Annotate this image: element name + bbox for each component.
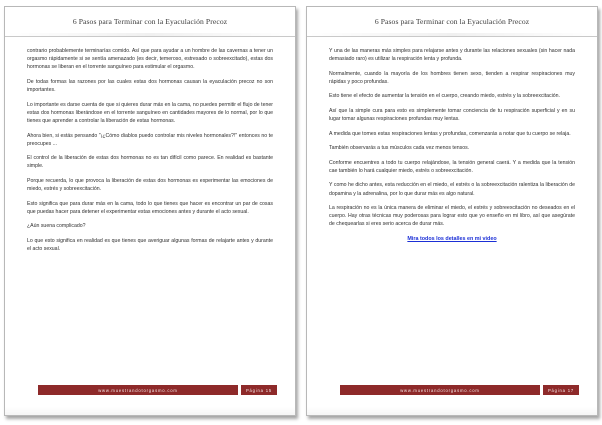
paragraph: Lo que esto significa en realidad es que tienes que averiguar algunas formas de relajarte antes y durante el acto sexual. (27, 237, 273, 253)
video-link[interactable]: Mira todos los detalles en mi video (407, 235, 497, 242)
paragraph: Porque recuerda, lo que provoca la liberación de estas dos hormonas es experimentar las emociones de miedo, estrés y sobreexcitación. (27, 177, 273, 193)
paragraph: De todas formas las razones por las cuales estas dos hormonas causan la eyaculación precoz no son importantes. (27, 78, 273, 94)
page-footer (307, 385, 597, 395)
page-header: 6 Pasos para Terminar con la Eyaculación Precoz (307, 7, 597, 37)
paragraph: ¿Aún suena complicado? (27, 223, 86, 230)
footer-url: www.muestrandotorgasmo.com (340, 385, 540, 395)
right-page (306, 6, 598, 416)
paragraph: Y como he dicho antes, esta reducción en el miedo, el estrés o la sobreexcitación ralentiza la liberación de dopamina y la adrenalina, por lo que durar más es algo natural. (329, 182, 575, 197)
paragraph: Esto significa que para durar más en la cama, todo lo que tienes que hacer es encontrar un par de cosas que puedas hacer para detener el experimentar estas emociones antes y durante el acto sexual. (27, 200, 273, 215)
page-edge-shadow (5, 407, 295, 415)
footer-url: www.muestrandotorgasmo.com (38, 385, 238, 395)
paragraph: A medida que tomes estas respiraciones lentas y profundas, comenzarás a notar que tu cuerpo se relaja. (329, 130, 571, 137)
page-number: Página 17 (543, 385, 579, 395)
left-page (4, 6, 296, 416)
page-number: Página 15 (241, 385, 277, 395)
paragraph: Ahora bien, si estás pensando "¡¿Cómo diablos puedo controlar mis niveles hormonales?!" entonces no te preocupes ... (27, 132, 273, 147)
page-body (27, 47, 273, 260)
paragraph: La respiración no es la única manera de eliminar el miedo, el estrés y sobreexcitación no deseados en el cuerpo. Hay otras técnicas muy poderosas para lograr esto que yo enseño en mi libro, así que asegúrate de chequearlas si eres serio acerca de durar más. (329, 205, 575, 228)
page-header: 6 Pasos para Terminar con la Eyaculación Precoz (5, 7, 295, 37)
paragraph: contrario probablemente terminarías comido. Así que para ayudar a un hombre de las cavernas a tener un orgasmo rápidamente si se sentía amenazado (es decir, temeroso, estresado o sobreexcitado), estas dos hormonas se liberan en el torrente sanguíneo para estimular el orgasmo. (27, 48, 273, 71)
paragraph: Esto tiene el efecto de aumentar la tensión en el cuerpo, creando miedo, estrés y la sobreexcitación. (329, 93, 560, 100)
paragraph: Así que la simple cura para esto es simplemente tomar conciencia de tu respiración superficial y en su lugar tomar algunas respiraciones profundas muy lentas. (329, 107, 575, 123)
page-edge-shadow (307, 407, 597, 415)
page-body (329, 47, 575, 249)
paragraph: Lo importante es darse cuenta de que si quieres durar más en la cama, no puedes permitir el flujo de tener estas dos hormonas liberándose en el torrente sanguíneo en cantidades mayores de lo normal, por lo que tienes que aprender a controlar la liberación de estas hormonas. (27, 101, 273, 125)
paragraph: Y una de las maneras más simples para relajarse antes y durante las relaciones sexuales (sin hacer nada demasiado raro) es utilizar la respiración lenta y profunda. (329, 48, 575, 63)
page-footer (5, 385, 295, 395)
paragraph: El control de la liberación de estas dos hormonas no es tan difícil como parece. En realidad es bastante simple. (27, 155, 273, 170)
paragraph: También observarás a tus músculos cada vez menos tensos. (329, 145, 470, 152)
paragraph: Conforme encuentres a todo tu cuerpo relajándose, la tensión general caerá. Y a medida que la tensión cae también lo hará cualquier miedo, estrés o sobreexcitación. (329, 159, 575, 174)
paragraph: Normalmente, cuando la mayoría de los hombres tienen sexo, tienden a respirar respiraciones muy rápidas y poco profundas. (329, 70, 575, 85)
